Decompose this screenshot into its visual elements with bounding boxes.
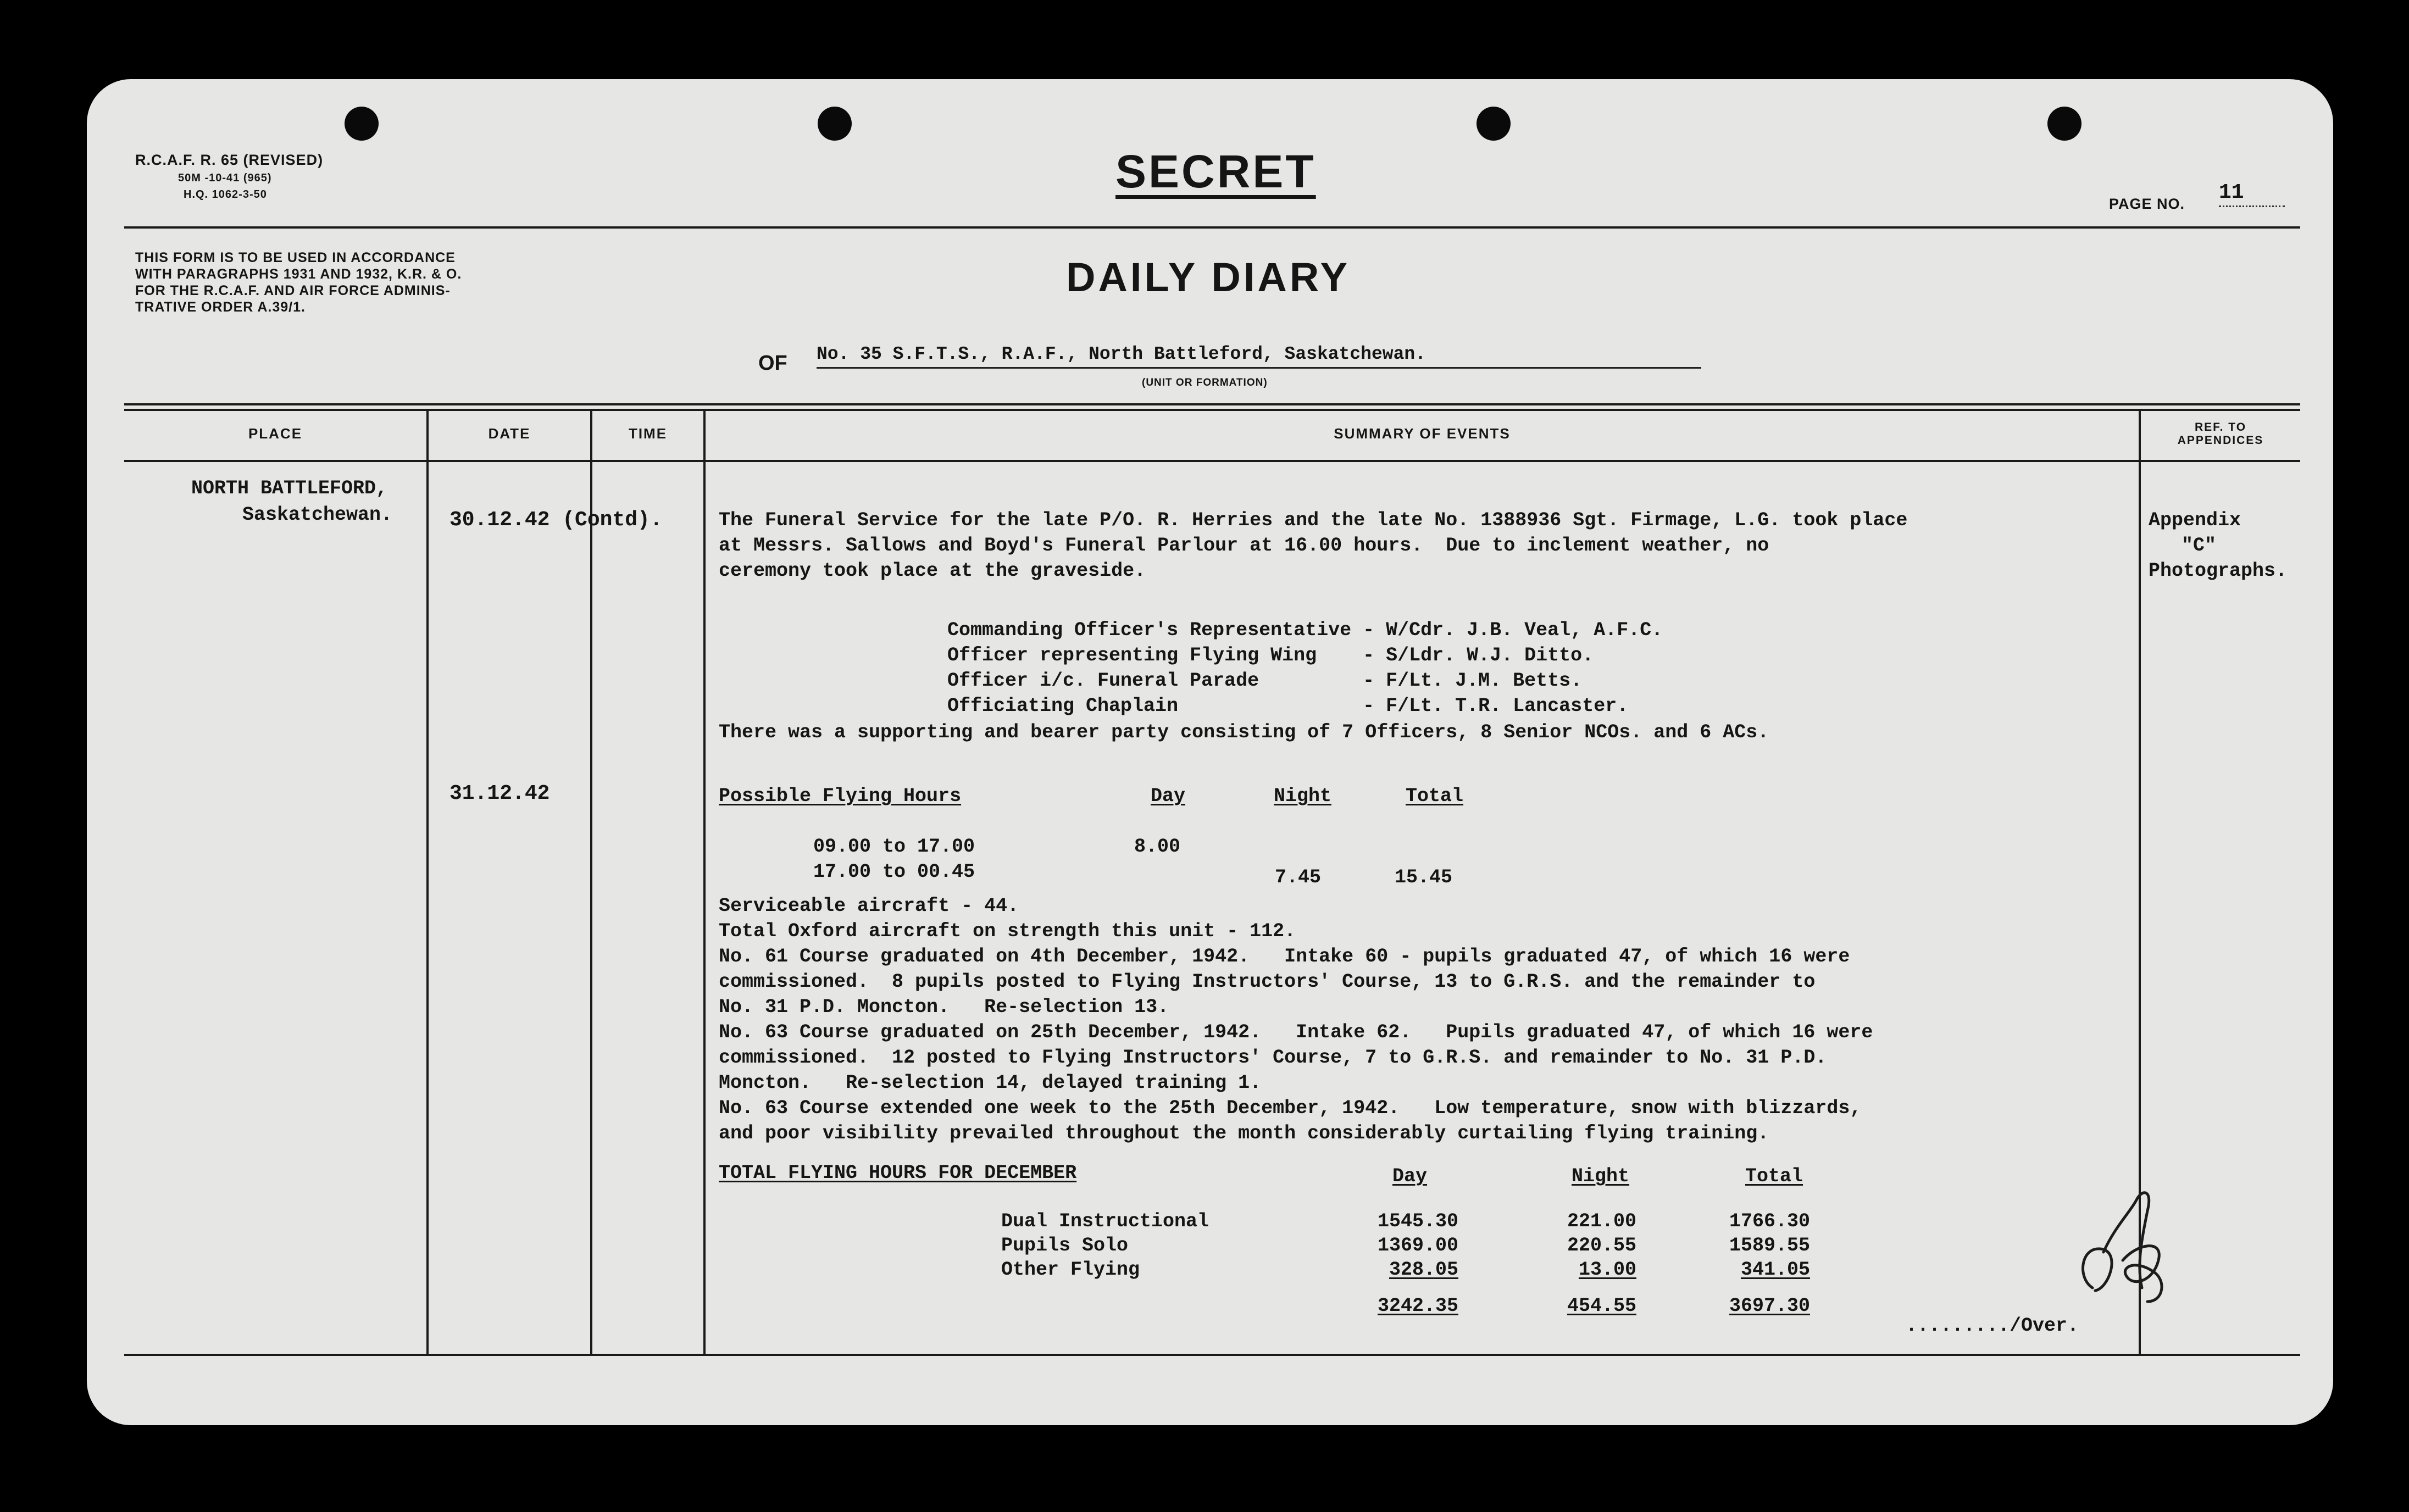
page-label: PAGE NO. (2109, 196, 2185, 212)
entry-date: 30.12.42 (Contd). (449, 508, 663, 532)
form-instructions (135, 249, 462, 315)
entry-date: 31.12.42 (449, 782, 550, 805)
totals-row-night: 220.55 (1567, 1235, 1636, 1257)
funeral-paragraph (719, 508, 1907, 583)
ref-line: "C" (2182, 535, 2217, 557)
december-summary (719, 893, 1873, 1146)
ref-header-line: APPENDICES (2177, 434, 2264, 447)
possible-total-header: Total (1406, 785, 1464, 807)
possible-day-header: Day (1151, 785, 1186, 807)
possible-day: 8.00 (1134, 836, 1181, 858)
sum-night: 454.55 (1567, 1295, 1636, 1317)
form-code: 50M -10-41 (965) (178, 172, 272, 184)
total-night-header: Night (1572, 1165, 1630, 1187)
summary-line: Moncton. Re-selection 14, delayed training 1. (719, 1072, 1262, 1094)
header-rule (124, 226, 2300, 229)
official-line: Officer i/c. Funeral Parade - F/Lt. J.M. Betts. (947, 670, 1583, 692)
summary-line: at Messrs. Sallows and Boyd's Funeral Parlour at 16.00 hours. Due to inclement weather, no (719, 535, 1769, 557)
officials-list (947, 618, 1663, 719)
form-title: DAILY DIARY (1066, 254, 1350, 300)
summary-line: The Funeral Service for the late P/O. R. Herries and the late No. 1388936 Sgt. Firmage, L.G. took place (719, 509, 1908, 531)
table-header-rule (124, 460, 2300, 462)
ref-line: Appendix (2149, 509, 2241, 531)
total-total-header: Total (1745, 1165, 1803, 1187)
handwritten-initials (2071, 1178, 2175, 1310)
unit-name: No. 35 S.F.T.S., R.A.F., North Battleford, Saskatchewan. (817, 342, 1701, 369)
summary-line: No. 63 Course extended one week to the 25th December, 1942. Low temperature, snow with blizzards, (719, 1097, 1862, 1119)
punch-hole (1477, 107, 1511, 141)
sum-day: 3242.35 (1377, 1295, 1458, 1317)
summary-line: commissioned. 12 posted to Flying Instructors' Course, 7 to G.R.S. and remainder to No. 31 P.D. (719, 1047, 1827, 1069)
table-top-rule (124, 409, 2300, 411)
col-header-place: PLACE (248, 425, 303, 442)
summary-line: commissioned. 8 pupils posted to Flying Instructors' Course, 13 to G.R.S. and the remainder to (719, 971, 1816, 993)
possible-night: 7.45 (1275, 866, 1322, 888)
summary-line: Total Oxford aircraft on strength this unit - 112. (719, 920, 1296, 942)
ref-line: Photographs. (2149, 560, 2288, 582)
column-divider (426, 409, 429, 1354)
possible-night-header: Night (1274, 785, 1332, 807)
possible-hours-header: Possible Flying Hours (719, 785, 962, 807)
instruction-line: WITH PARAGRAPHS 1931 AND 1932, K.R. & O. (135, 266, 462, 282)
possible-period: 09.00 to 17.00 (813, 836, 975, 858)
instruction-line: TRATIVE ORDER A.39/1. (135, 299, 306, 315)
instruction-line: FOR THE R.C.A.F. AND AIR FORCE ADMINIS- (135, 283, 451, 298)
column-divider (590, 409, 592, 1354)
unit-caption: (UNIT OR FORMATION) (1142, 377, 1268, 388)
summary-line: and poor visibility prevailed throughout the month considerably curtailing flying training. (719, 1122, 1769, 1144)
punch-hole (345, 107, 379, 141)
punch-hole (818, 107, 852, 141)
totals-row-day: 328.05 (1389, 1259, 1458, 1281)
summary-line: No. 31 P.D. Moncton. Re-selection 13. (719, 996, 1169, 1018)
col-header-ref (2141, 421, 2300, 447)
bearer-party-line: There was a supporting and bearer party consisting of 7 Officers, 8 Senior NCOs. and 6 ACs. (719, 721, 1769, 743)
totals-row-total: 341.05 (1740, 1259, 1810, 1281)
form-code: R.C.A.F. R. 65 (REVISED) (135, 152, 324, 168)
form-code: H.Q. 1062-3-50 (184, 188, 267, 201)
total-day-header: Day (1392, 1165, 1428, 1187)
sum-total: 3697.30 (1729, 1295, 1810, 1317)
ref-header-line: REF. TO (2194, 421, 2247, 433)
possible-total: 15.45 (1395, 866, 1453, 888)
diary-card (87, 79, 2333, 1425)
place-name: NORTH BATTLEFORD, (191, 477, 388, 499)
totals-row-total: 1589.55 (1729, 1235, 1810, 1257)
table-top-rule (124, 403, 2300, 405)
col-header-date: DATE (488, 425, 531, 442)
possible-period: 17.00 to 00.45 (813, 861, 975, 883)
summary-line: No. 61 Course graduated on 4th December, 1942. Intake 60 - pupils graduated 47, of which 16 were (719, 946, 1850, 968)
total-hours-header: TOTAL FLYING HOURS FOR DECEMBER (719, 1162, 1077, 1184)
totals-row-day: 1369.00 (1377, 1235, 1458, 1257)
official-line: Officiating Chaplain - F/Lt. T.R. Lancaster. (947, 695, 1629, 717)
summary-line: Serviceable aircraft - 44. (719, 895, 1019, 917)
page-number: 11 (2219, 180, 2285, 207)
continued-over: ........./Over. (1906, 1315, 2079, 1337)
totals-row-night: 13.00 (1578, 1259, 1636, 1281)
totals-row-day: 1545.30 (1377, 1210, 1458, 1232)
totals-row-total: 1766.30 (1729, 1210, 1810, 1232)
appendix-ref (2149, 508, 2287, 583)
col-header-summary: SUMMARY OF EVENTS (1334, 425, 1511, 442)
instruction-line: THIS FORM IS TO BE USED IN ACCORDANCE (135, 250, 456, 265)
totals-row-label: Other Flying (1001, 1259, 1140, 1281)
punch-hole (2047, 107, 2081, 141)
col-header-time: TIME (628, 425, 668, 442)
summary-line: No. 63 Course graduated on 25th December, 1942. Intake 62. Pupils graduated 47, of which 16 were (719, 1021, 1873, 1043)
totals-row-label: Dual Instructional (1001, 1210, 1209, 1232)
place-province: Saskatchewan. (242, 504, 393, 526)
official-line: Officer representing Flying Wing - S/Ldr. W.J. Ditto. (947, 644, 1594, 666)
column-divider (703, 409, 706, 1354)
official-line: Commanding Officer's Representative - W/Cdr. J.B. Veal, A.F.C. (947, 619, 1663, 641)
table-bottom-rule (124, 1354, 2300, 1356)
totals-row-label: Pupils Solo (1001, 1235, 1129, 1257)
totals-row-night: 221.00 (1567, 1210, 1636, 1232)
summary-line: ceremony took place at the graveside. (719, 560, 1146, 582)
of-label: OF (758, 352, 787, 375)
classification: SECRET (1115, 146, 1316, 197)
